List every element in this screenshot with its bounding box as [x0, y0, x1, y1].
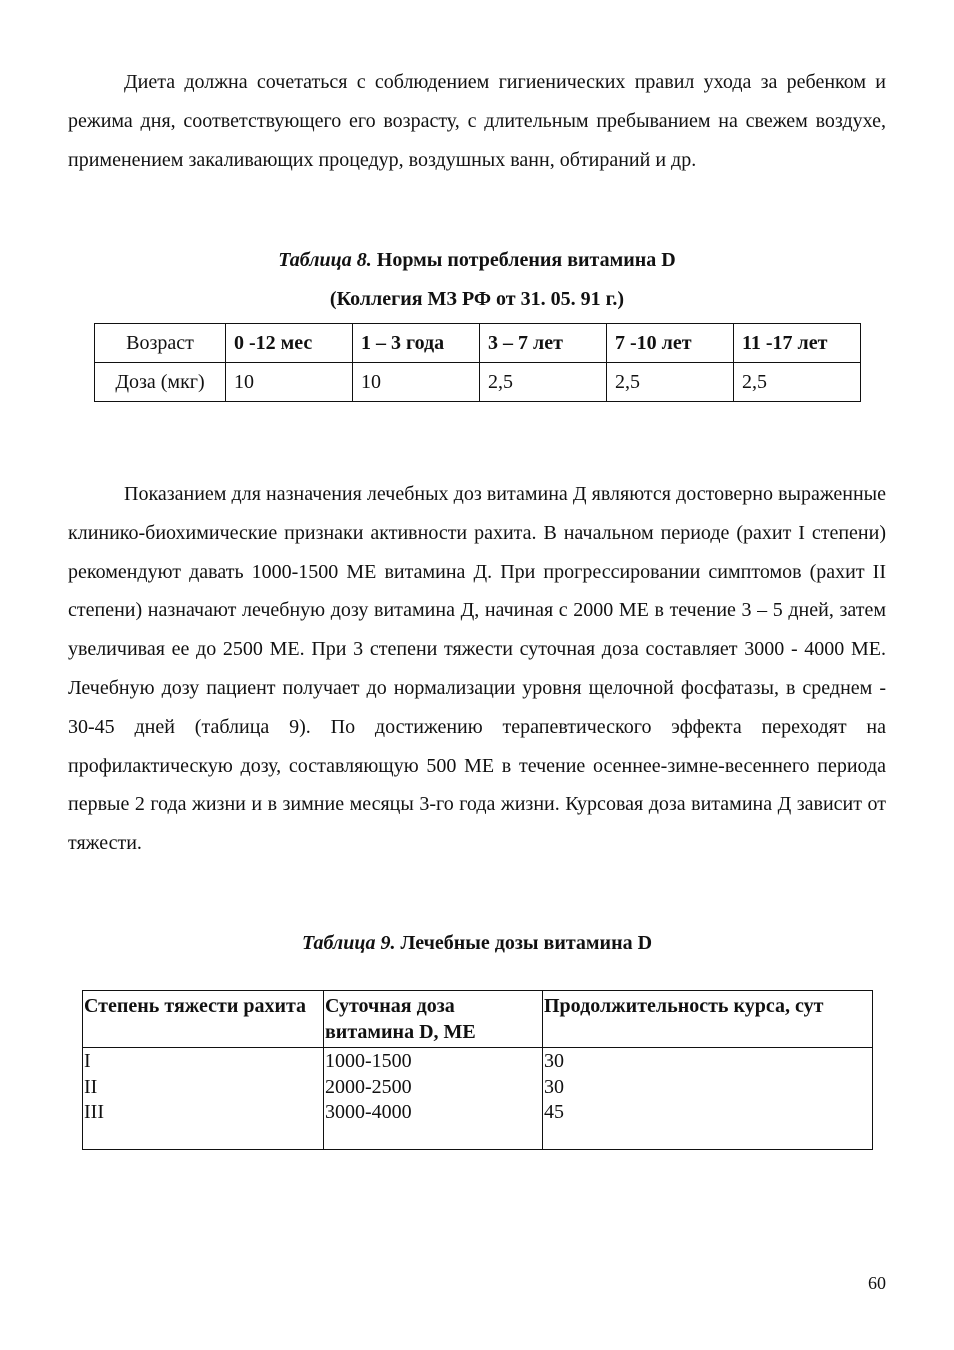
table9-caption [0, 930, 954, 956]
table9-header-severity: Степень тяжести рахита [83, 991, 324, 1048]
table9-severity-cell: II [84, 1075, 98, 1098]
table8-vitamin-d-norms [94, 323, 861, 402]
table8-dose-cell: 2,5 [734, 363, 861, 402]
table9-severity-column [83, 1048, 324, 1150]
table8-caption-source: (Коллегия МЗ РФ от 31. 05. 91 г.) [329, 288, 625, 310]
table8-age-cell: 11 -17 лет [734, 324, 861, 363]
table8-row-label-dose: Доза (мкг) [95, 363, 226, 402]
table8-row-label-age: Возраст [95, 324, 226, 363]
table8-dose-cell: 10 [226, 363, 353, 402]
table9-treatment-doses [82, 990, 873, 1150]
paragraph-treatment: Показанием для назначения лечебных доз витамина Д являются достоверно выраженные клинико-биохимические признаки активности рахита. В начальном периоде (рахит I степени) рекомендуют давать 1000-1500 МЕ витамина Д. При прогрессировании симптомов (рахит II степени) назначают лечебную дозу витамина Д, начиная с 2000 МЕ в течение 3 – 5 дней, затем увеличивая ее до 2500 МЕ. При 3 степени тяжести суточная доза составляет 3000 - 4000 МЕ. Лечебную дозу пациент получает до нормализации уровня щелочной фосфатазы, в среднем - 30-45 дней (таблица 9). По достижению терапевтического эффекта переходят на профилактическую дозу, составляющую 500 МЕ в течение осеннее-зимне-весеннего периода первые 2 года жизни и в зимние месяцы 3-го года жизни. Курсовая доза витамина Д зависит от тяжести. [68, 483, 886, 855]
table9-duration-cell: 45 [544, 1101, 564, 1123]
table-row [95, 363, 861, 402]
table8-dose-cell: 2,5 [480, 363, 607, 402]
table8-age-cell: 7 -10 лет [607, 324, 734, 363]
table9-dose-cell: 3000-4000 [325, 1101, 412, 1123]
table9-header-daily-dose: Суточная доза витамина D, МЕ [324, 991, 543, 1048]
paragraph-diet: Диета должна сочетаться с соблюдением гигиенических правил ухода за ребенком и режима дня, соответствующего его возрасту, с длительным пребыванием на свежем воздухе, применением закаливающих процедур, воздушных ванн, обтираний и др. [68, 71, 886, 171]
table9-severity-cell: III [84, 1101, 104, 1123]
table8-caption [0, 247, 954, 273]
table-header-row [83, 991, 873, 1048]
table9-severity-cell: I [84, 1050, 91, 1072]
table9-dose-column [324, 1048, 543, 1150]
table9-duration-cell: 30 [544, 1075, 564, 1098]
table9-caption-label: Таблица 9. [301, 932, 396, 954]
table9-duration-cell: 30 [544, 1050, 564, 1072]
table8-dose-cell: 10 [353, 363, 480, 402]
table8-age-cell: 0 -12 мес [226, 324, 353, 363]
table8-age-cell: 1 – 3 года [353, 324, 480, 363]
table8-caption-label: Таблица 8. [278, 249, 372, 271]
table8-age-cell: 3 – 7 лет [480, 324, 607, 363]
table-row [83, 1048, 873, 1150]
table9-caption-title: Лечебные дозы витамина D [395, 932, 653, 954]
table9-duration-column [543, 1048, 873, 1150]
table9-header-duration: Продолжительность курса, сут [543, 991, 873, 1048]
page-number: 60 [868, 1273, 886, 1293]
table9-dose-cell: 2000-2500 [325, 1075, 412, 1098]
table8-caption-title: Нормы потребления витамина D [371, 249, 676, 271]
table9-dose-cell: 1000-1500 [325, 1050, 412, 1072]
table-row [95, 324, 861, 363]
table8-dose-cell: 2,5 [607, 363, 734, 402]
